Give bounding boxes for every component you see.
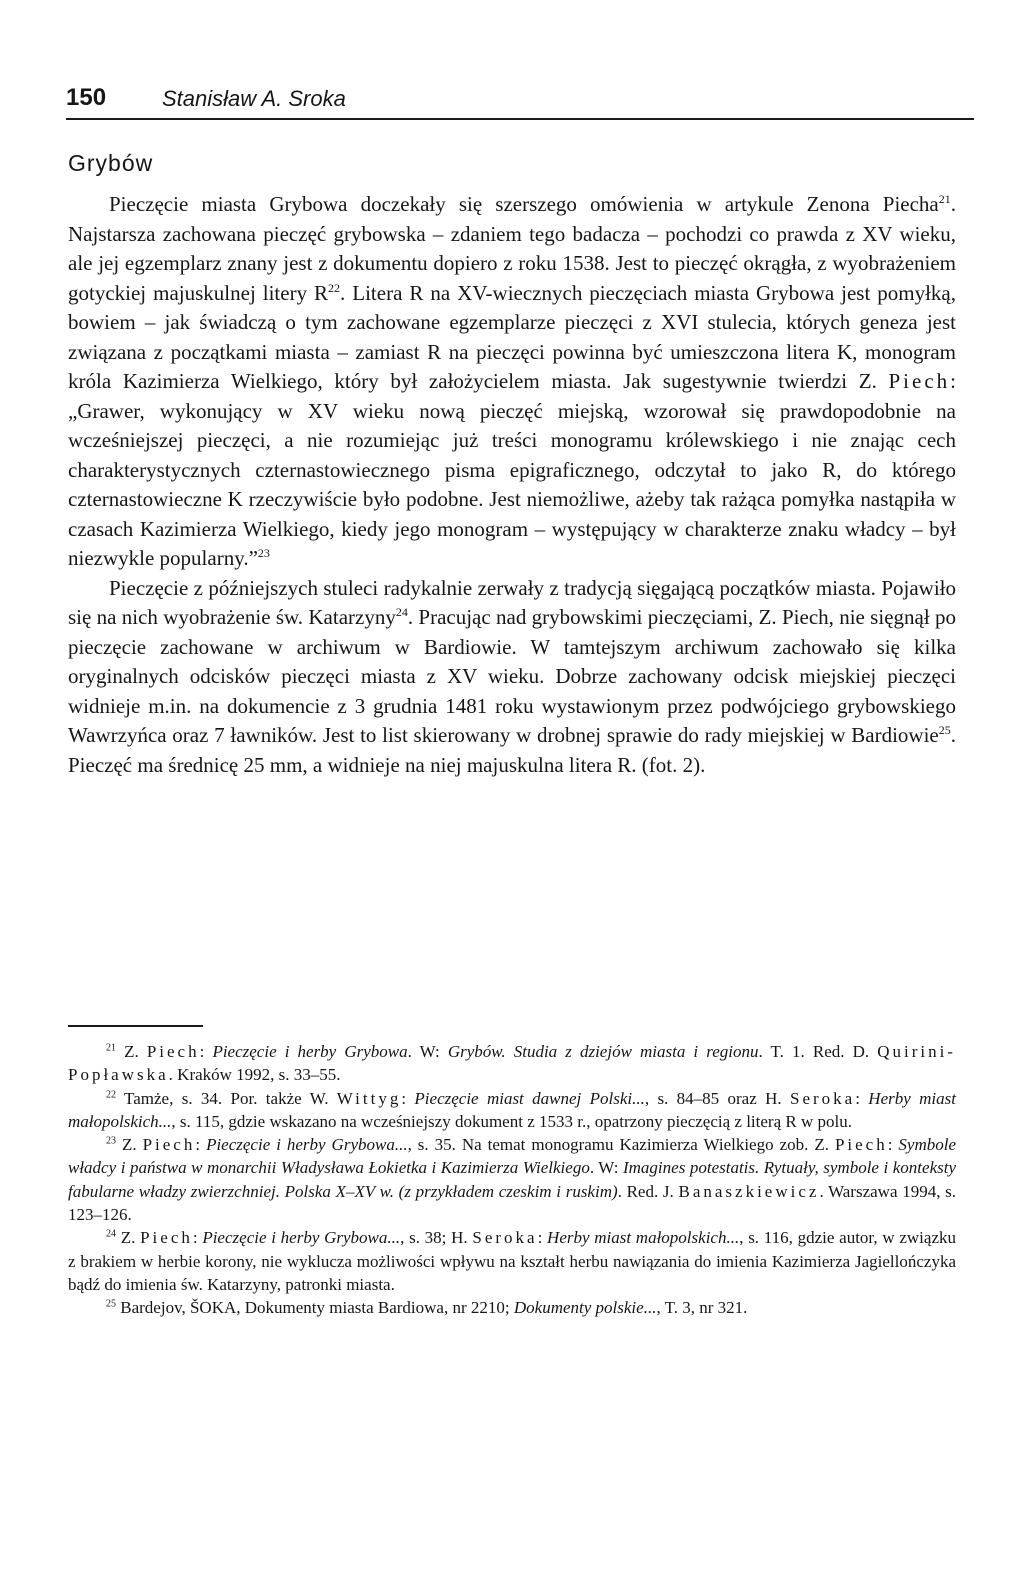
footnote-number: 25: [106, 1298, 116, 1310]
text-run: :: [537, 1228, 548, 1248]
work-title: Pieczęcie i herby Grybowa...: [202, 1228, 401, 1248]
text-run: . Red. J.: [617, 1181, 679, 1201]
footnote-21: [68, 1040, 956, 1087]
author-name-spaced: Wittyg: [336, 1088, 402, 1108]
author-name-spaced: Seroka: [790, 1088, 856, 1108]
text-run: Z.: [120, 1228, 141, 1248]
page-number: 150: [66, 84, 107, 111]
text-run: . Warszawa 1994, s. 123–126.: [68, 1181, 957, 1225]
text-run: . W:: [407, 1042, 448, 1061]
footnote-number: 24: [106, 1228, 116, 1240]
text-run: , s. 115, gdzie wskazano na wcześniejszy dokument z 1533 r., opatrzony pieczęcią z literą R w polu.: [171, 1111, 852, 1131]
footnote-number: 21: [106, 1042, 116, 1054]
author-name-spaced: Piech: [888, 369, 951, 393]
text-run: . T. 1. Red. D.: [758, 1042, 878, 1061]
text-run: Bardejov, ŠOKA, Dokumenty miasta Bardiowa, nr 2210;: [120, 1298, 514, 1318]
text-run: . Kraków 1992, s. 33–55.: [168, 1065, 341, 1085]
work-title: Grybów. Studia z dziejów miasta i regionu: [447, 1042, 759, 1061]
footnote-ref-25: 25: [938, 723, 951, 737]
author-name-spaced: Piech: [140, 1228, 193, 1248]
work-title: Imagines potestatis. Rytuały, symbole i konteksty fabularne władzy zwierzchniej. Polska X–XV w. (z przykładem czeskim i ruskim): [68, 1158, 957, 1201]
text-run: :: [401, 1088, 415, 1108]
text-run: , s. 84–85 oraz H.: [644, 1088, 790, 1108]
author-name-spaced: Seroka: [472, 1228, 538, 1248]
author-name-spaced: Piech: [834, 1135, 888, 1155]
text-run: , T. 3, nr 321.: [656, 1298, 748, 1318]
footnote-number: 22: [106, 1088, 116, 1100]
footnote-number: 23: [106, 1135, 116, 1147]
text-run: :: [887, 1135, 899, 1155]
work-title: Pieczęcie i herby Grybowa: [212, 1042, 408, 1061]
work-title: Symbole władcy i państwa w monarchii Władysława Łokietka i Kazimierza Wielkiego: [68, 1135, 957, 1178]
author-name-spaced: Banaszkiewicz: [678, 1181, 820, 1201]
text-run: Z.: [121, 1135, 143, 1155]
footnote-ref-21: 21: [938, 192, 951, 206]
author-name-spaced: Piech: [142, 1135, 196, 1155]
paragraph-1: [68, 190, 956, 574]
footnote-25: [68, 1296, 956, 1319]
footnote-divider: [68, 1025, 203, 1027]
footnote-ref-24: 24: [395, 605, 408, 619]
text-run: :: [195, 1135, 207, 1155]
text-run: Pieczęcie z późniejszych stuleci radykalnie zerwały z tradycją sięgającą początków miasta. Pojawiło się na nich wyobrażenie św. Katarzyny: [68, 575, 956, 629]
text-run: . Pieczęć ma średnicę 25 mm, a widnieje na niej majuskulna litera R. (fot. 2).: [68, 723, 956, 777]
work-title: Herby miast małopolskich...: [68, 1088, 956, 1131]
text-run: Pieczęcie miasta Grybowa doczekały się szerszego omówienia w artykule Zenona Piecha: [109, 192, 939, 216]
text-run: . Litera R na XV-wiecznych pieczęciach miasta Grybowa jest pomyłką, bowiem – jak świadczą o tym zachowane egzemplarze pieczęci z XVI stulecia, których geneza jest związana z początkami miasta – zamiast R na pieczęci powinna być umieszczona litera K, monogram króla Kazimierza Wielkiego, który był założycielem miasta. Jak sugestywnie twierdzi Z.: [68, 280, 956, 393]
text-run: :: [199, 1042, 213, 1061]
text-run: . Pracując nad grybowskimi pieczęciami, Z. Piech, nie sięgnął po pieczęcie zachowane w archiwum w Bardiowie. W tamtejszym archiwum zachowało się kilka oryginalnych odcisków pieczęci miasta z XV wieku. Dobrze zachowany odcisk miejskiej pieczęci widnieje m.in. na dokumencie z 3 grudnia 1481 roku wystawionym przez podwójciego grybowskiego Wawrzyńca oraz 7 ławników. Jest to list skierowany w drobnej sprawie do rady miejskiej w Bardiowie: [68, 605, 956, 747]
work-title: Pieczęcie miast dawnej Polski...: [414, 1088, 645, 1108]
work-title: Pieczęcie i herby Grybowa...: [206, 1135, 408, 1155]
footnote-ref-23: 23: [257, 546, 270, 560]
work-title: Dokumenty polskie...: [513, 1298, 657, 1318]
text-run: , s. 116, gdzie autor, w związku z brakiem w herbie korony, nie wyklucza możliwości wpływu na kształt herbu nawiązania do imienia Kazimierza Jagiellończyka bądź do imienia św. Katarzyny, patronki miasta.: [68, 1228, 956, 1294]
text-run: :: [192, 1228, 203, 1248]
text-run: . Najstarsza zachowana pieczęć grybowska – zdaniem tego badacza – pochodzi co prawda z XV wieku, ale jej egzemplarz znany jest z dokumentu dopiero z roku 1538. Jest to pieczęć okrągła, z wyobrażeniem gotyckiej majuskulnej litery R: [68, 192, 956, 305]
work-title: Herby miast małopolskich...: [547, 1228, 740, 1248]
footnote-23: [68, 1133, 956, 1226]
footnotes: [68, 1040, 956, 1320]
text-run: , s. 38; H.: [400, 1228, 473, 1248]
author-name-spaced: Piech: [146, 1042, 200, 1061]
text-run: Tamże, s. 34. Por. także W.: [124, 1088, 337, 1108]
text-run: , s. 35. Na temat monogramu Kazimierza Wielkiego zob. Z.: [407, 1135, 835, 1155]
text-run: Z.: [124, 1042, 147, 1061]
footnote-22: [68, 1087, 956, 1134]
main-text: [68, 190, 956, 780]
running-head: [66, 84, 974, 120]
footnote-24: [68, 1226, 956, 1296]
section-title: Grybów: [68, 150, 154, 176]
text-run: :: [855, 1088, 869, 1108]
author-name-spaced: Quirini-Popławska: [68, 1042, 956, 1085]
footnote-ref-22: 22: [328, 280, 341, 295]
paragraph-2: [68, 574, 956, 781]
text-run: : „Grawer, wykonujący w XV wieku nową pieczęć miejską, wzorował się prawdopodobnie na wcześniejszej pieczęci, a nie rozumiejąc już treści monogramu królewskiego i nie znając cech charakterystycznych czternastowiecznego pisma epigraficznego, odczytał to jako R, do którego czternastowieczne K rzeczywiście było podobne. Jest niemożliwe, ażeby tak rażąca pomyłka nastąpiła w czasach Kazimierza Wielkiego, kiedy jego monogram – występujący w charakterze znaku władcy – był niezwykle popularny.”: [68, 369, 956, 570]
running-head-author: Stanisław A. Sroka: [162, 86, 346, 111]
text-run: . W:: [589, 1158, 623, 1178]
